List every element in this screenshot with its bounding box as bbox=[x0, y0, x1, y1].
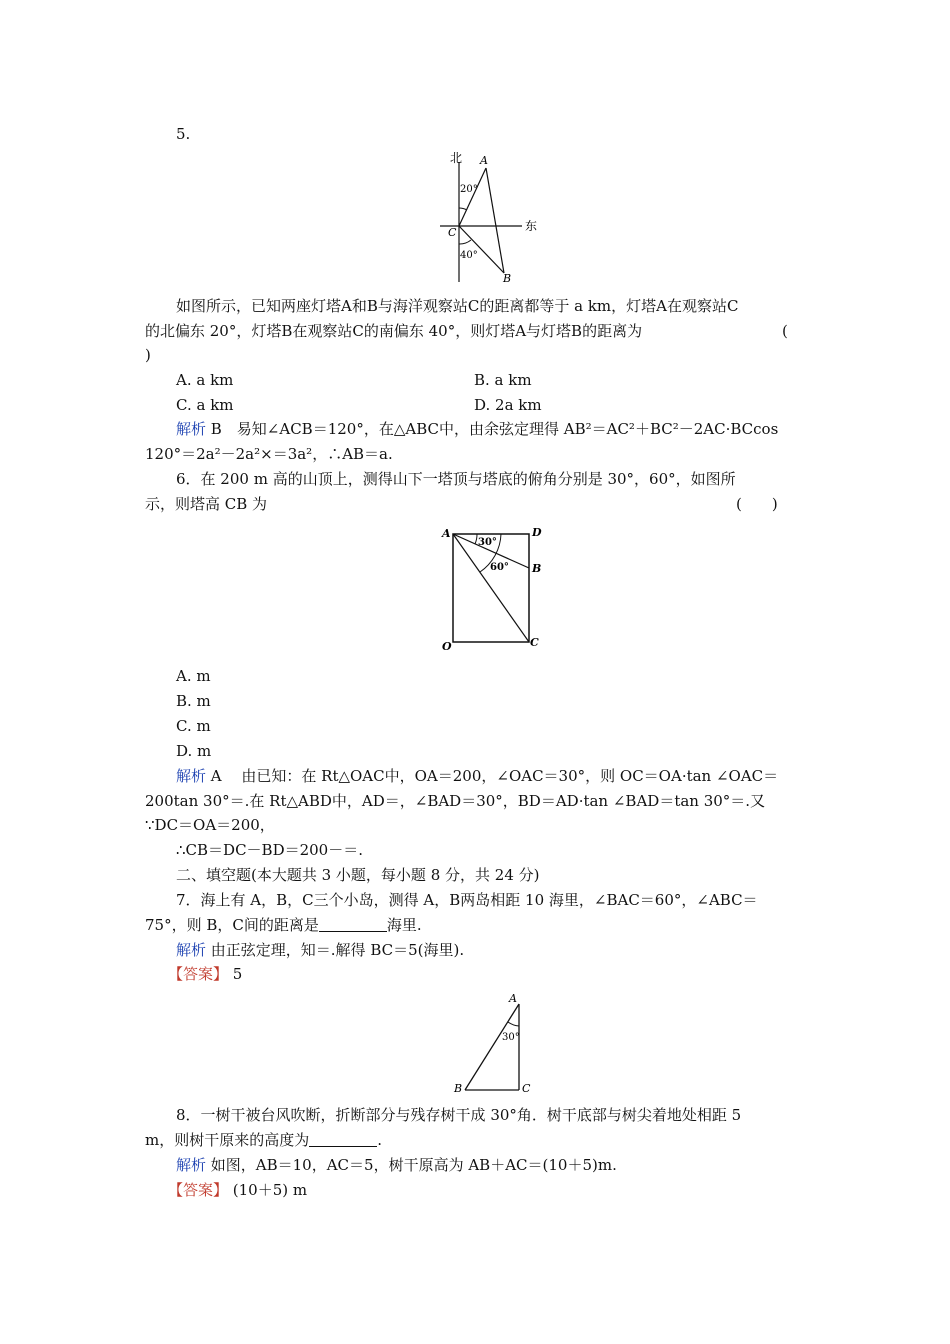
point-c-label: C bbox=[530, 636, 539, 649]
q5-text-1: 如图所示，已知两座灯塔A和B与海洋观察站C的距离都等于 a km，灯塔A在观察站C bbox=[176, 297, 739, 315]
q7-answer-blank bbox=[319, 917, 387, 932]
point-b-label: B bbox=[454, 1082, 463, 1094]
q6-solution-3: ∵DC＝OA＝200， bbox=[145, 816, 275, 834]
point-b-label: B bbox=[503, 272, 512, 285]
angle-20-label: 20° bbox=[460, 184, 478, 195]
q6-option-a: A. m bbox=[176, 667, 211, 685]
q8-answer: 【答案】 (10＋5) m bbox=[168, 1181, 308, 1199]
q6-text-1: 6．在 200 m 高的山顶上，测得山下一塔顶与塔底的俯角分别是 30°，60°，如图所 bbox=[176, 470, 736, 488]
q6-option-c: C. m bbox=[176, 717, 211, 735]
q8-solution-label: 解析 bbox=[176, 1156, 207, 1174]
q5-paren-close: ) bbox=[145, 346, 151, 364]
q6-figure bbox=[438, 524, 548, 652]
q6-solution-1: 解析 A 由已知：在 Rt△OAC中，OA＝200，∠OAC＝30°，则 OC＝OA·tan ∠OAC＝ bbox=[176, 767, 779, 785]
point-d-label: D bbox=[532, 526, 542, 539]
q7-answer: 【答案】 5 bbox=[168, 965, 243, 983]
q7-text-2: 75°，则 B，C间的距离是 海里. bbox=[145, 916, 422, 934]
q5-number: 5. bbox=[176, 125, 191, 143]
q6-option-b: B. m bbox=[176, 692, 211, 710]
point-c-label: C bbox=[522, 1082, 531, 1094]
q5-option-c: C. a km bbox=[176, 396, 234, 414]
point-b-label: B bbox=[532, 562, 542, 575]
q5-paren-open: ( bbox=[782, 322, 788, 340]
q5-figure bbox=[440, 150, 550, 285]
q8-answer-label: 【答案】 bbox=[168, 1181, 229, 1199]
q7-solution-label: 解析 bbox=[176, 941, 207, 959]
q8-answer-blank bbox=[309, 1132, 377, 1147]
q6-option-d: D. m bbox=[176, 742, 212, 760]
point-a-label: A bbox=[509, 992, 517, 1005]
q6-solution-label: 解析 bbox=[176, 767, 207, 785]
q6-solution-2: 200tan 30°＝.在 Rt△ABD中，AD＝，∠BAD＝30°，BD＝AD·tan ∠BAD＝tan 30°＝.又 bbox=[145, 792, 766, 810]
q8-text-2: m，则树干原来的高度为 . bbox=[145, 1131, 383, 1149]
q5-solution-2: 120°＝2a²－2a²×＝3a²，∴AB＝a. bbox=[145, 445, 393, 463]
segment-ca bbox=[459, 168, 486, 226]
q5-solution-1: 解析 B 易知∠ACB＝120°，在△ABC中，由余弦定理得 AB²＝AC²＋BC²－2AC·BCcos bbox=[176, 420, 779, 438]
q5-option-d: D. 2a km bbox=[474, 396, 542, 414]
q7-text-1: 7．海上有 A，B，C三个小岛，测得 A，B两岛相距 10 海里，∠BAC＝60°，∠ABC＝ bbox=[176, 891, 758, 909]
q8-solution: 解析 如图，AB＝10，AC＝5，树干原高为 AB＋AC＝(10＋5)m. bbox=[176, 1156, 617, 1174]
q5-option-b: B. a km bbox=[474, 371, 532, 389]
angle-60-label: 60° bbox=[490, 562, 509, 573]
segment-ab bbox=[465, 1004, 519, 1090]
east-label: 东 bbox=[525, 219, 538, 233]
section-2-heading: 二、填空题(本大题共 3 小题，每小题 8 分，共 24 分) bbox=[176, 866, 540, 884]
q6-text-2: 示，则塔高 CB 为 bbox=[145, 495, 268, 513]
angle-40-label: 40° bbox=[460, 250, 478, 261]
north-label: 北 bbox=[450, 151, 463, 165]
q7-solution: 解析 由正弦定理，知＝.解得 BC＝5(海里). bbox=[176, 941, 465, 959]
q6-solution-4: ∴CB＝DC－BD＝200－＝. bbox=[176, 841, 363, 859]
q6-paren: ( ) bbox=[736, 495, 778, 513]
q8-figure bbox=[452, 990, 542, 1094]
point-a-label: A bbox=[442, 527, 451, 540]
q8-text-1: 8．一树干被台风吹断，折断部分与残存树干成 30°角．树干底部与树尖着地处相距 5 bbox=[176, 1106, 742, 1124]
q5-option-a: A. a km bbox=[176, 371, 234, 389]
q5-solution-label: 解析 bbox=[176, 420, 207, 438]
angle-30-label: 30° bbox=[502, 1032, 520, 1043]
point-c-label: C bbox=[448, 226, 457, 239]
q7-answer-label: 【答案】 bbox=[168, 965, 229, 983]
point-o-label: O bbox=[442, 640, 452, 652]
q5-text-2: 的北偏东 20°，灯塔B在观察站C的南偏东 40°，则灯塔A与灯塔B的距离为 bbox=[145, 322, 643, 340]
angle-30-label: 30° bbox=[478, 537, 497, 548]
point-a-label: A bbox=[480, 154, 488, 167]
segment-ac bbox=[453, 534, 529, 642]
